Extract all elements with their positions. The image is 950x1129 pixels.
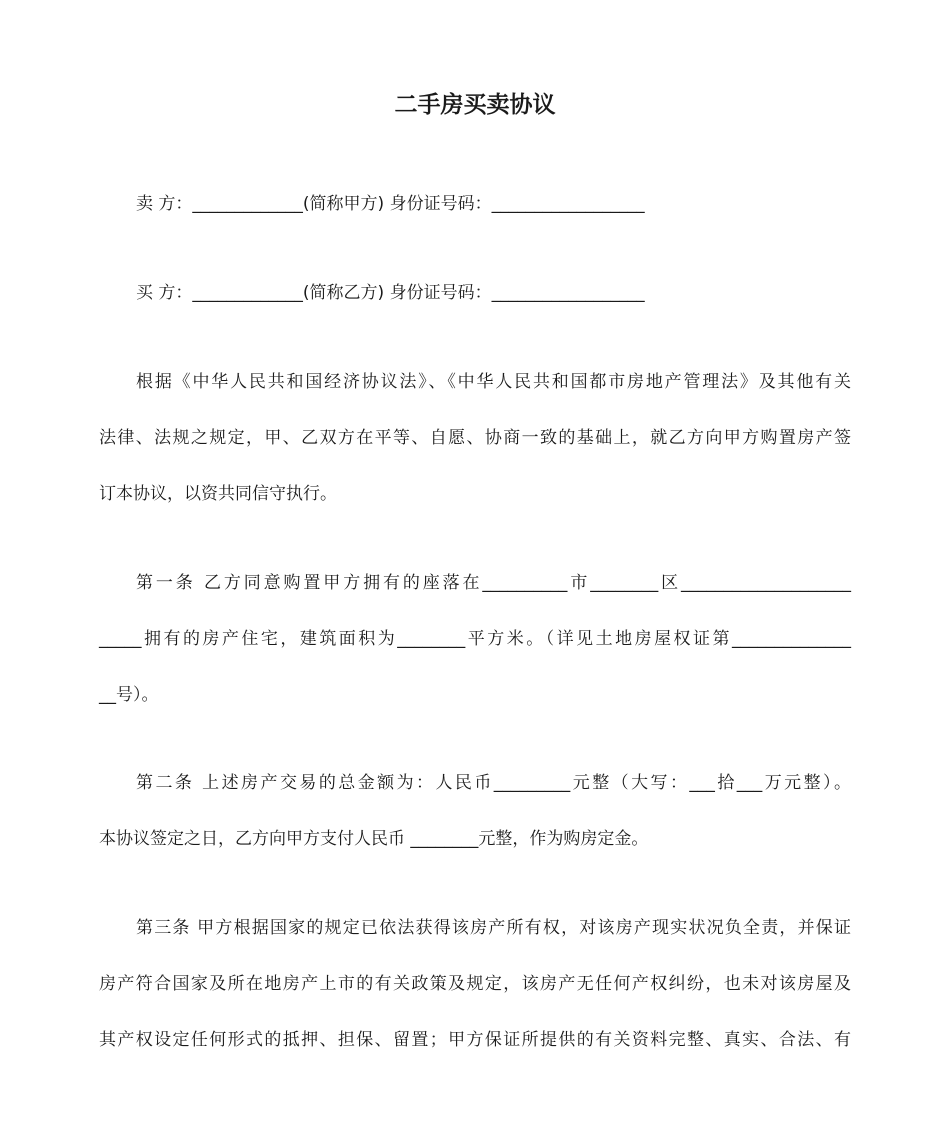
preamble-line-1: 根据《中华人民共和国经济协议法》、《中华人民共和国都市房地产管理法》及其他有关: [136, 372, 851, 392]
article3-line-2: 房产符合国家及所在地房产上市的有关政策及规定，该房产无任何产权纠纷，也未对该房屋及: [99, 974, 851, 994]
article1-line-2: _____拥有的房产住宅，建筑面积为________平方米。（详见土地房屋权证第______________: [99, 629, 851, 649]
document-title: 二手房买卖协议: [394, 92, 556, 118]
article1-line-1: 第一条 乙方同意购置甲方拥有的座落在__________市________区____________________: [136, 573, 851, 593]
article3-line-3: 其产权设定任何形式的抵押、担保、留置；甲方保证所提供的有关资料完整、真实、合法、有: [99, 1030, 851, 1050]
seller-line: 卖 方：_____________(简称甲方) 身份证号码：__________________: [136, 194, 645, 214]
article2-line-1: 第二条 上述房产交易的总金额为：人民币_________元整（大写：___拾___万元整）。: [136, 773, 851, 793]
article2-line-2: 本协议签定之日，乙方向甲方支付人民币 ________元整，作为购房定金。: [99, 829, 649, 849]
article1-line-3: __号）。: [99, 685, 159, 705]
article3-line-1: 第三条 甲方根据国家的规定已依法获得该房产所有权，对该房产现实状况负全责，并保证: [136, 918, 851, 938]
preamble-line-2: 法律、法规之规定，甲、乙双方在平等、自愿、协商一致的基础上，就乙方向甲方购置房产签: [99, 428, 851, 448]
preamble-line-3: 订本协议，以资共同信守执行。: [99, 484, 337, 504]
buyer-line: 买 方：_____________(简称乙方) 身份证号码：__________________: [136, 283, 645, 303]
